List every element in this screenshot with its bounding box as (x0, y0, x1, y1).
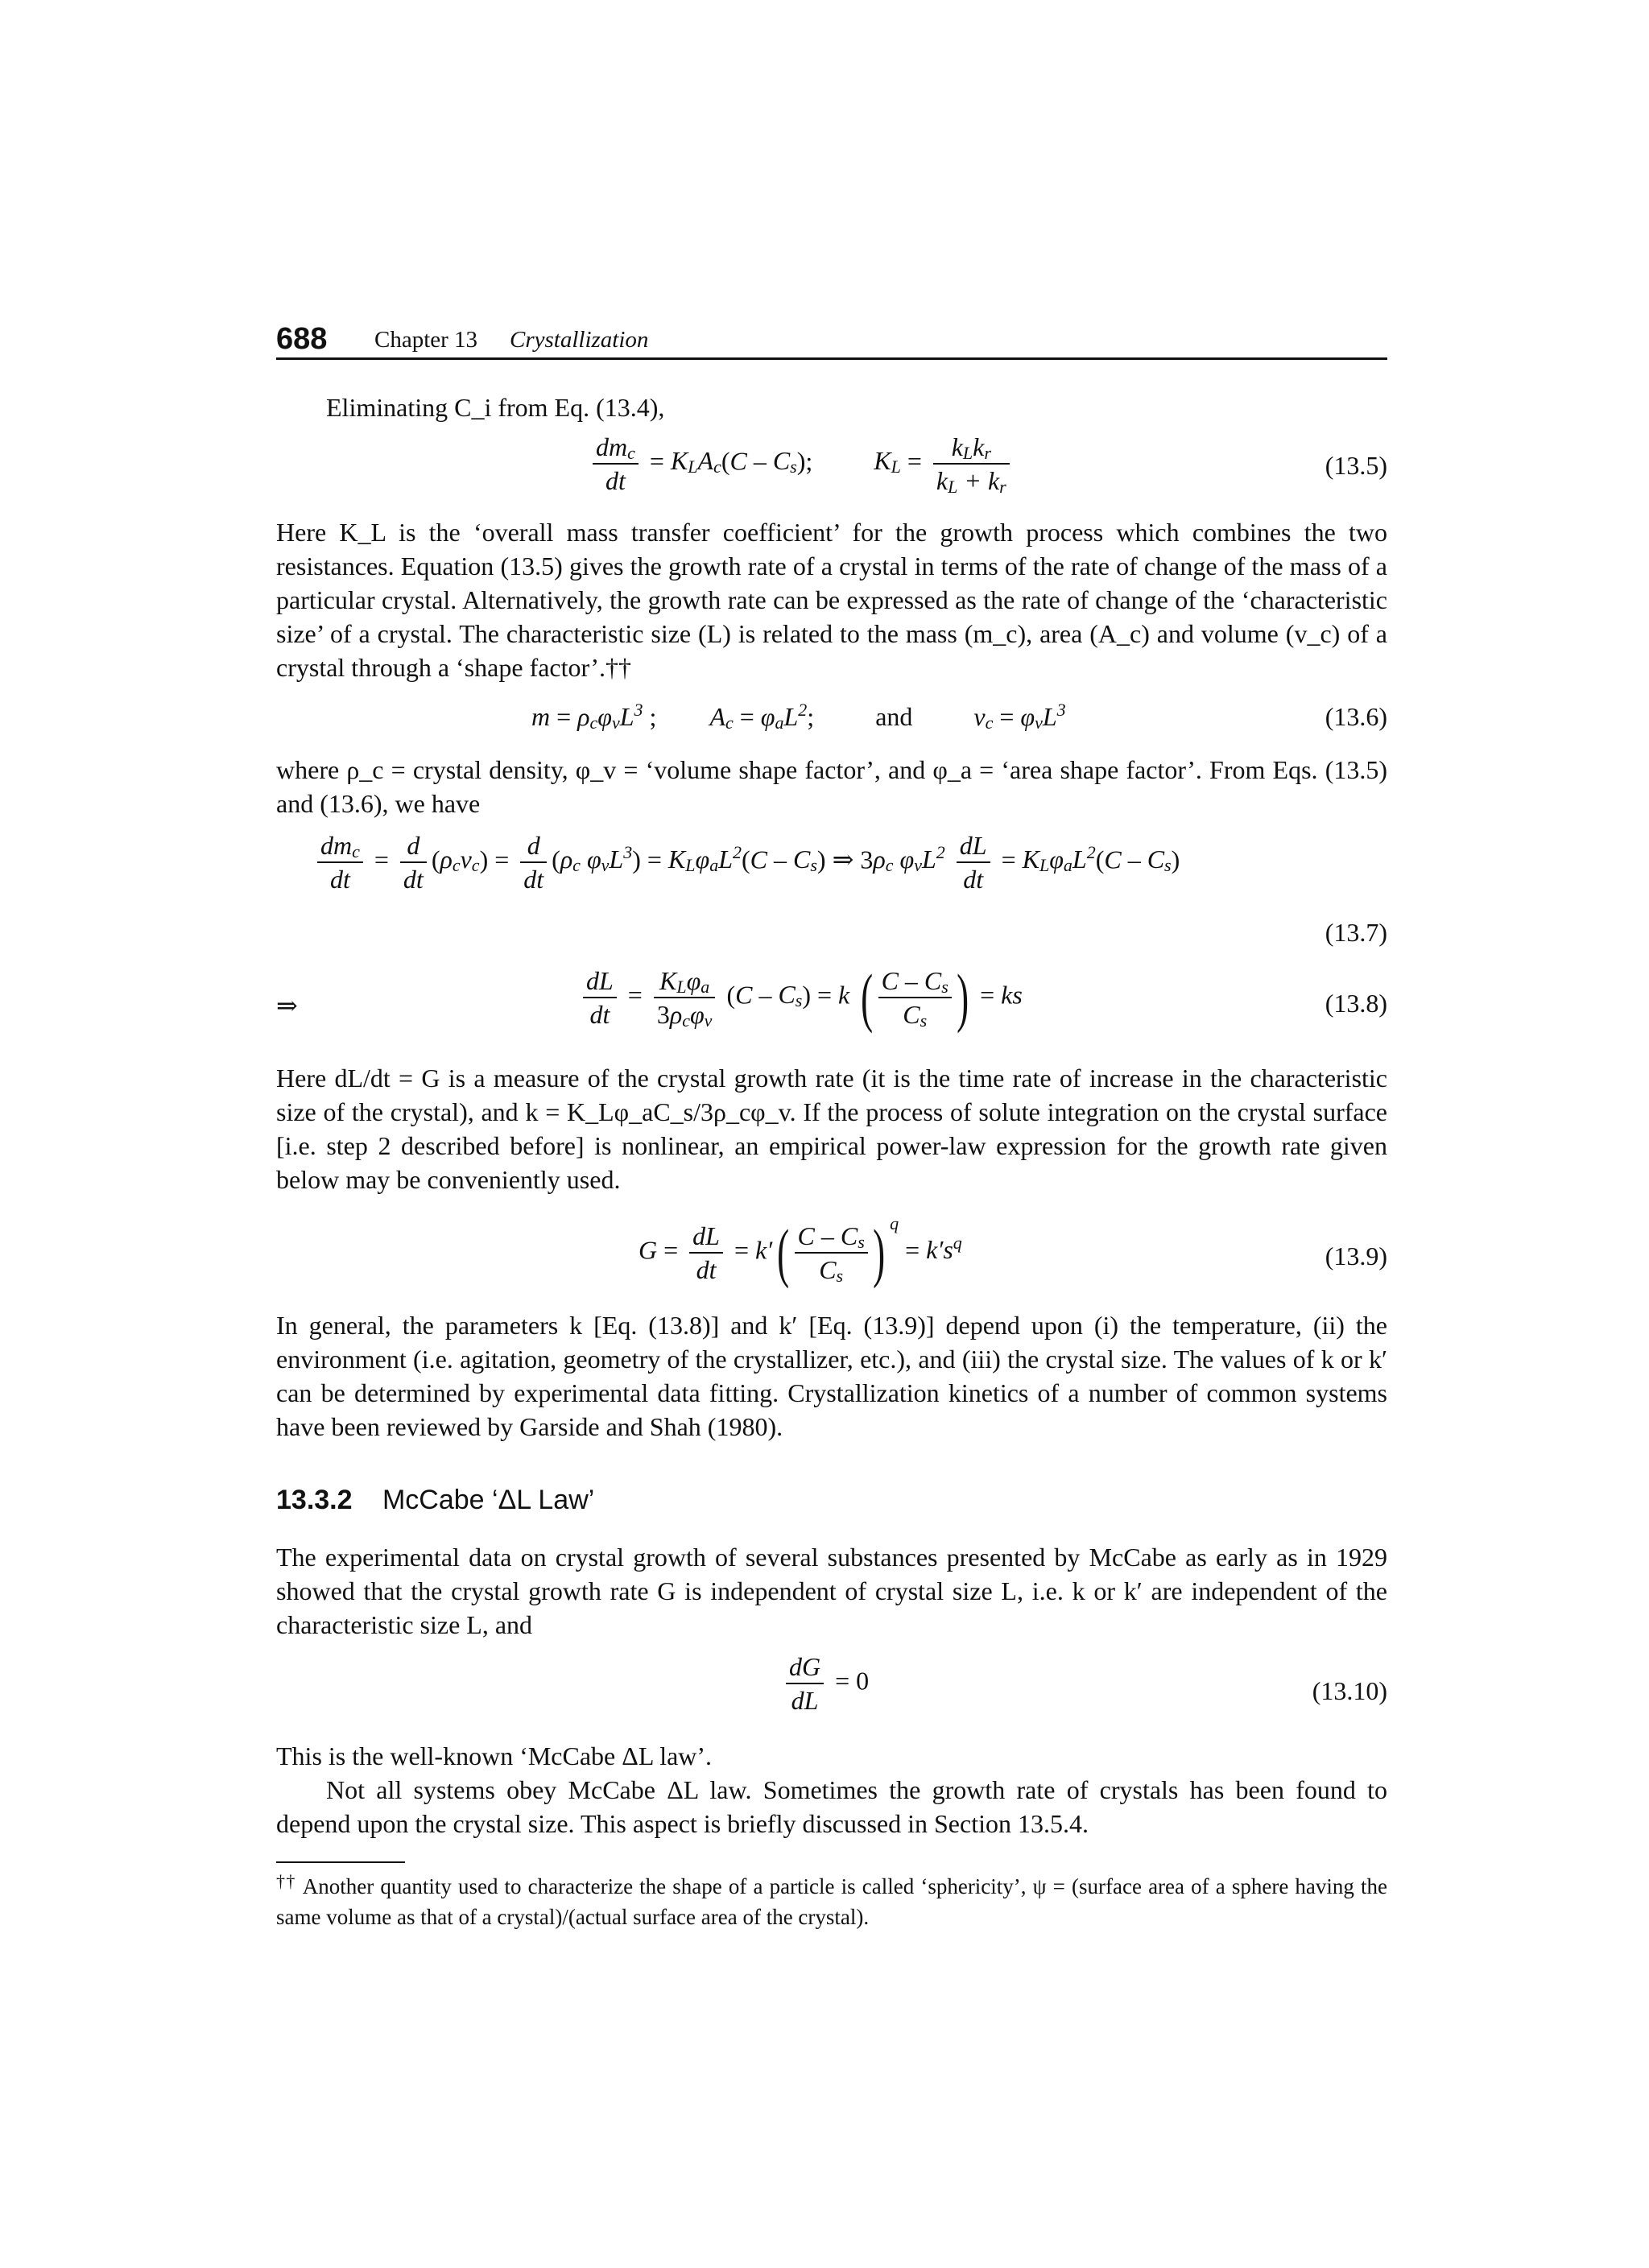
header-rule (276, 357, 1387, 360)
equation-13-6: $m = \rho_c\varphi_vL^3$ ; $A_c = \varphi_aL^2$; and $v_c = \varphi_vL^3$ (531, 700, 1066, 733)
equation-13-8-implies: ⇒ (276, 991, 298, 1020)
intro-line: Eliminating C_i from Eq. (13.4), (326, 393, 665, 422)
section-title: McCabe ‘ΔL Law’ (382, 1485, 595, 1515)
equation-13-5: $\frac{dm_c}{dt}$ = $K_LA_c(C - C_s)$; $K_L$ = $\frac{k_Lk_r}{k_L + k_r}$ (588, 431, 1015, 497)
footnote-marker: †† (276, 1871, 296, 1891)
paragraph: where ρ_c = crystal density, φ_v = ‘volume shape factor’, and φ_a = ‘area shape factor’. From Eqs. (13.5) and (13.6), we have (276, 755, 1387, 818)
footnote (276, 1872, 1387, 1931)
paragraph: This is the well-known ‘McCabe ΔL law’. (276, 1741, 713, 1770)
running-header (276, 322, 1387, 357)
equation-number: (13.6) (1325, 702, 1387, 731)
paragraph: Not all systems obey McCabe ΔL law. Sometimes the growth rate of crystals has been found to depend upon the crystal size. This aspect is briefly discussed in Section 13.5.4. (276, 1775, 1387, 1838)
equation-13-7: $\frac{dm_c}{dt}$ = $\frac{d}{dt}$ $(\rho_cv_c)$ = $\frac{d}{dt}$ ($\rho_c$ $\varphi_vL^3) = K_L\varphi_aL^2(C - C_s)$ ⇒ $3\rho_c$ $\varphi_vL^2$ $\frac{dL}{dt}$ = $K_L\varphi_aL^2(C - C_s)$ (312, 829, 1180, 895)
equation-number: (13.8) (1325, 989, 1387, 1018)
equation-13-10: $\frac{dG}{dL}$ = 0 (781, 1650, 869, 1716)
equation-number: (13.10) (1312, 1676, 1387, 1705)
paragraph: Here dL/dt = G is a measure of the crystal growth rate (it is the time rate of increase in the characteristic size of the crystal), and k = K_Lφ_aC_s/3ρ_cφ_v. If the process of solute integration on the crystal surface [i.e. step 2 described before] is nonlinear, an empirical power-law expression for the growth rate given below may be conveniently used. (276, 1064, 1387, 1194)
footnote-text: Another quantity used to characterize the shape of a particle is called ‘sphericity’, ψ = (surface area of a sphere having the same volume as that of a crystal)/(actual surface area of the crystal). (276, 1874, 1388, 1929)
equation-13-9: G = $\frac{dL}{dt}$ = k′( $\frac{C - C_s}{C_s}$ ) $^q = k's^q$ (639, 1213, 962, 1289)
chapter-title: Crystallization (510, 327, 649, 353)
paragraph: The experimental data on crystal growth of several substances presented by McCabe as early as in 1929 showed that the crystal growth rate G is independent of crystal size L, i.e. k or k′ are independent of the characteristic size L, and (276, 1543, 1387, 1639)
footnote-rule (276, 1861, 405, 1863)
equation-number: (13.7) (1325, 918, 1387, 947)
equation-13-8: $\frac{dL}{dt}$ = $\frac{K_L\varphi_a}{3\rho_c\varphi_v}$ $(C - C_s) = k$ ( $\frac{C - C_s}{C_s}$ ) = ks (578, 965, 1023, 1031)
paragraph: In general, the parameters k [Eq. (13.8)] and k′ [Eq. (13.9)] depend upon (i) the temperature, (ii) the environment (i.e. agitation, geometry of the crystallizer, etc.), and (iii) the crystal size. The values of k or k′ can be determined by experimental data fitting. Crystallization kinetics of a number of common systems have been reviewed by Garside and Shah (1980). (276, 1311, 1387, 1441)
chapter-label: Chapter 13 (374, 327, 478, 353)
page-number: 688 (276, 322, 328, 356)
paragraph: Here K_L is the ‘overall mass transfer coefficient’ for the growth process which combines the two resistances. Equation (13.5) gives the growth rate of a crystal in terms of the rate of change of the mass of a particular crystal. Alternatively, the growth rate can be expressed as the rate of change of the ‘characteristic size’ of a crystal. The characteristic size (L) is related to the mass (m_c), area (A_c) and volume (v_c) of a crystal through a ‘shape factor’.†† (276, 518, 1387, 682)
equation-number: (13.5) (1325, 451, 1387, 480)
section-heading (276, 1485, 594, 1516)
equation-number: (13.9) (1325, 1241, 1387, 1270)
section-number: 13.3.2 (276, 1485, 353, 1515)
